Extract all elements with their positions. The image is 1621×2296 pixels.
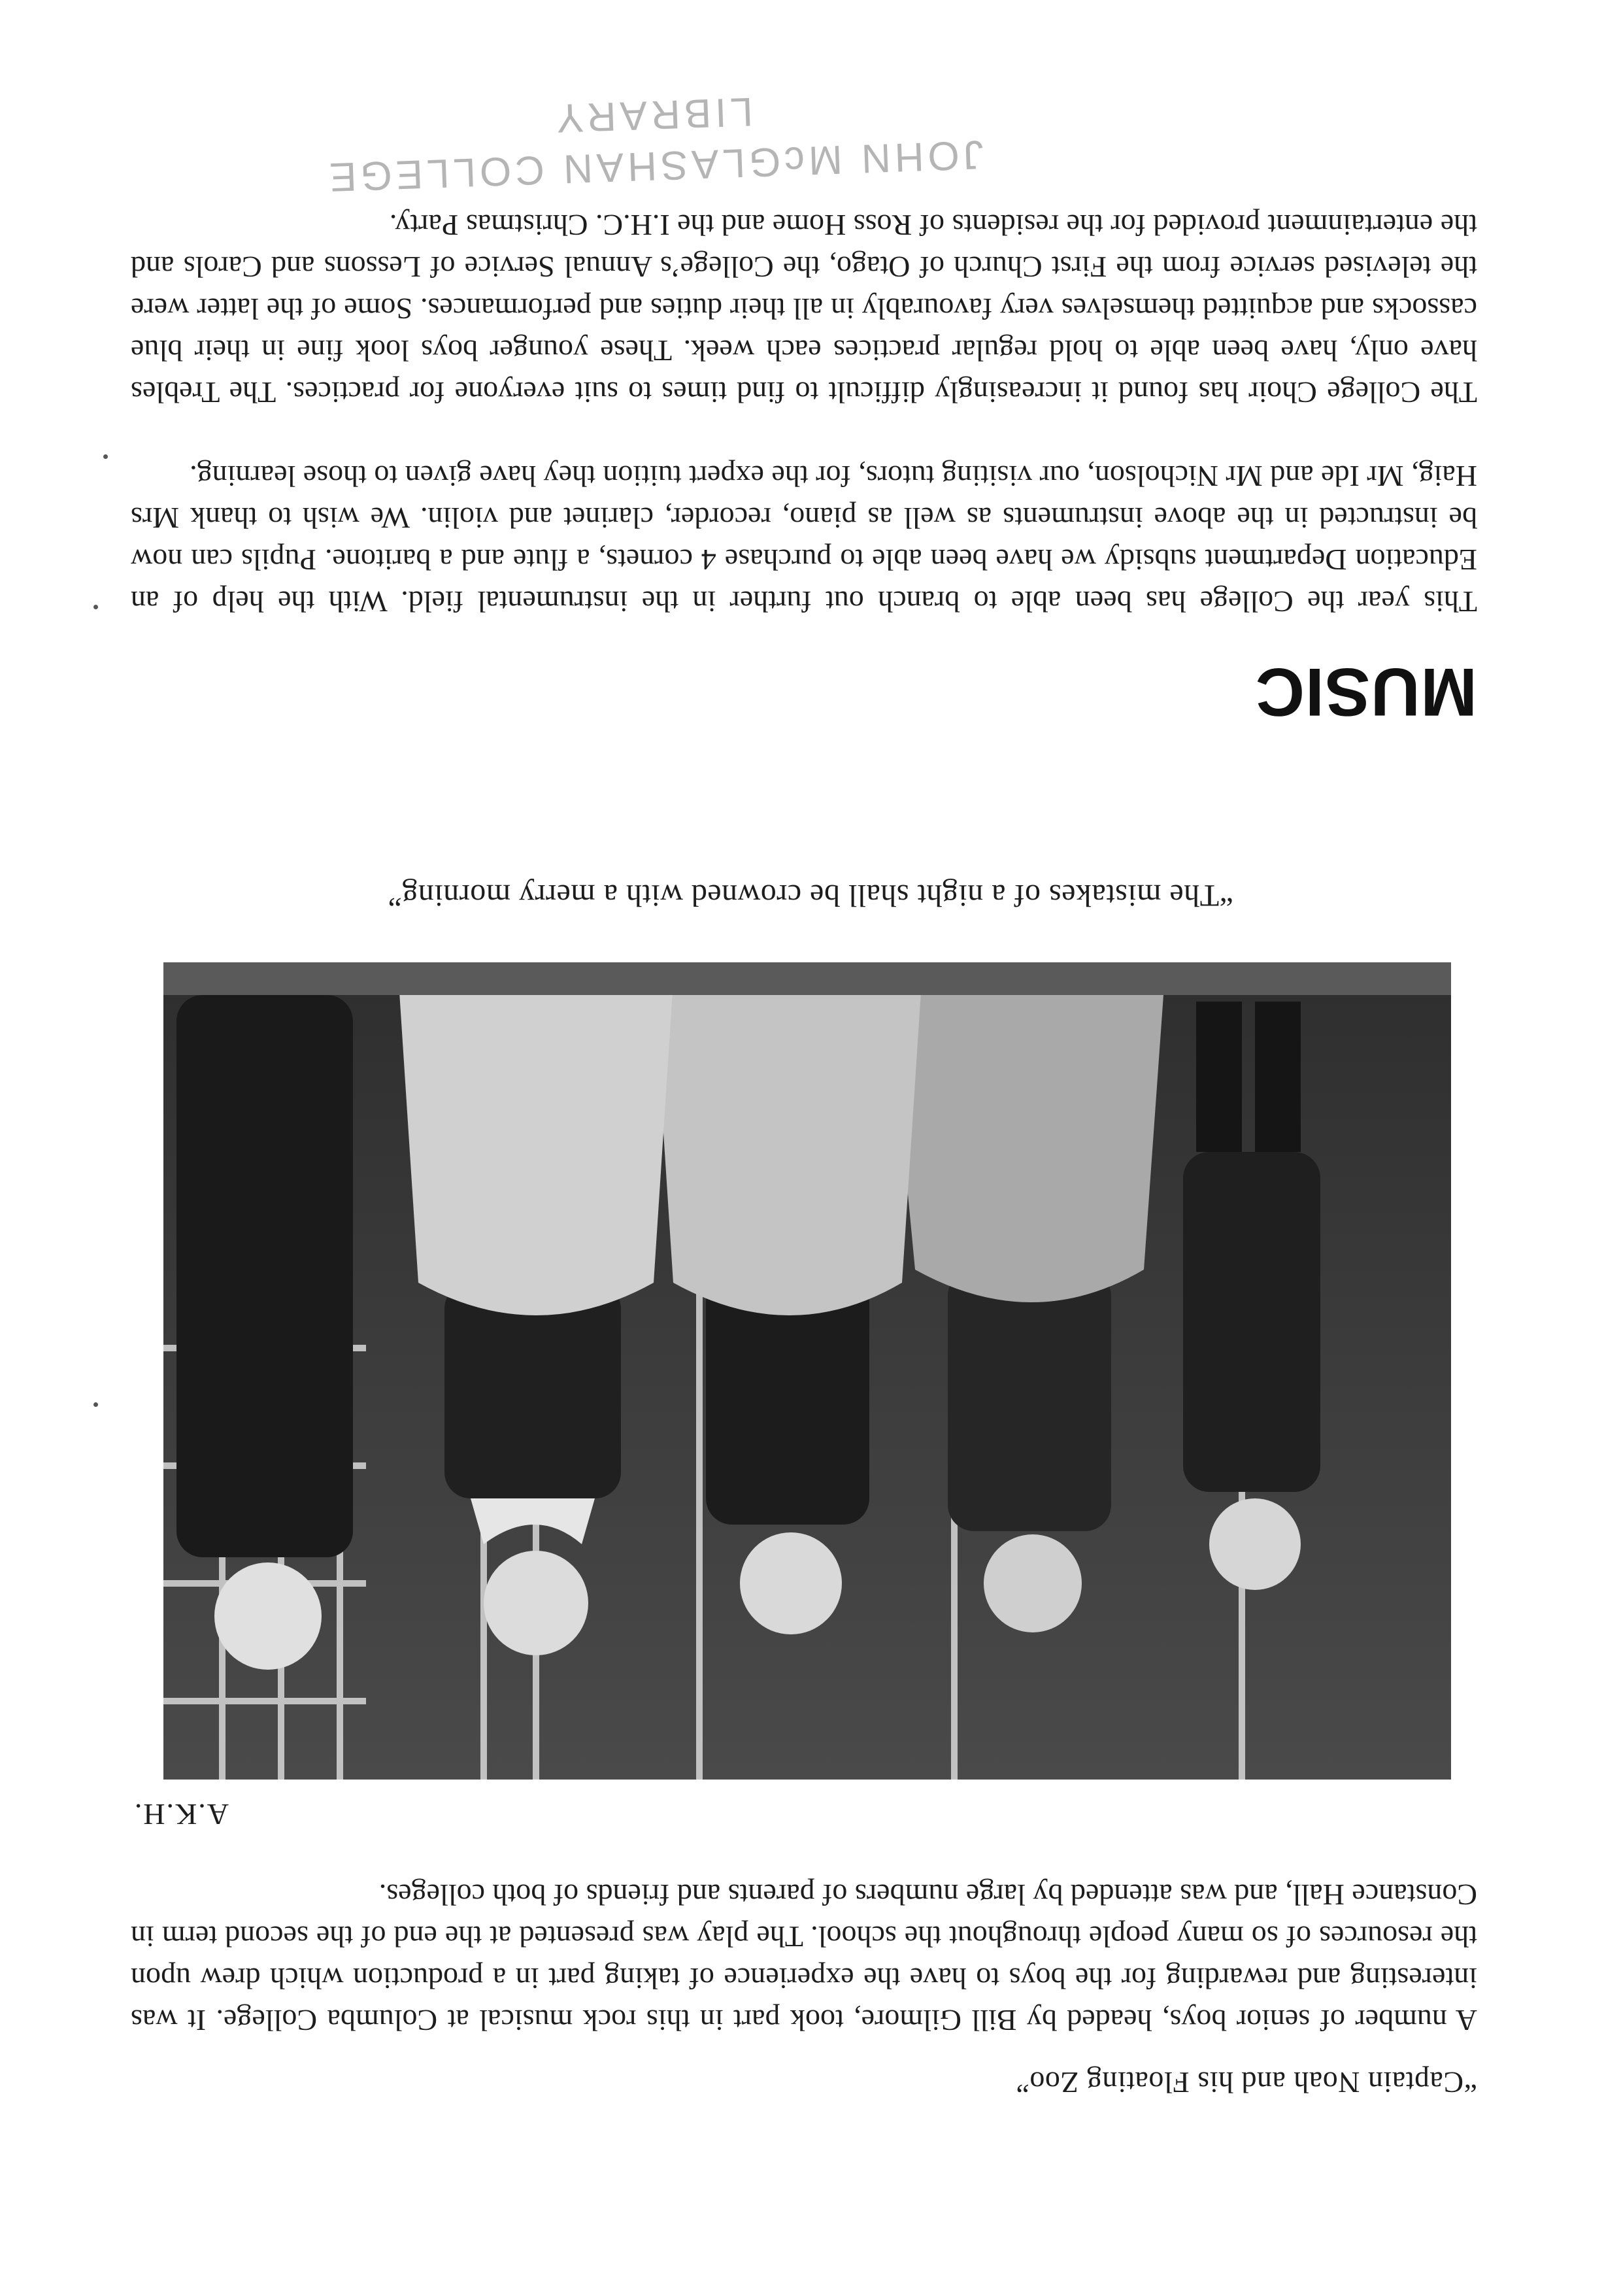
- music-paragraph-instruments: This year the College has been able to branch out further in the instrumental field. With the help of an Education Department subsidy we have been able to purchase 4 cornets, a flute and a baritone. Pupils can now be instructed in the above instruments as well as piano, recorder, clarinet and violin. We wish to thank Mrs Haig, Mr Ide and Mr Nicholson, our visiting tutors, for the expert tuition they have given to those learning.: [131, 460, 1477, 618]
- margin-dot: [103, 454, 108, 459]
- article-title-captain-noah: “Captain Noah and his Floating Zoo”: [1015, 2066, 1477, 2099]
- cast-photograph-image: [163, 962, 1451, 1780]
- music-paragraph-choir: The College Choir has found it increasingly difficult to find times to suit everyone for practices. The Trebles have only, have been able to hold regular practices each week. These younger boys look fine in their blue cassocks and acquitted themselves very favourably in all their duties and performances. Some of the latter were the televised service from the First Church of Otago, the College’s Annual Service of Lessons and Carols and the entertainment provided for the residents of Ross Home and the I.H.C. Christmas Party.: [131, 209, 1477, 409]
- photo-caption: “The mistakes of a night shall be crowned with a merry morning”: [388, 878, 1233, 913]
- library-stamp: [293, 76, 1015, 203]
- margin-dot: [93, 605, 98, 609]
- article-paragraph-play: A number of senior boys, headed by Bill Gilmore, took part in this rock musical at Columba College. It was interesting and rewarding for the boys to have the experience of taking part in a production which drew upon the resources of so many people throughout the school. The play was presented at the end of the second term in Constance Hall, and was attended by large numbers of parents and friends of both colleges.: [131, 1878, 1477, 2037]
- library-stamp-college: JOHN McGLASHAN COLLEGE: [324, 131, 984, 200]
- library-stamp-library: LIBRARY: [552, 88, 754, 141]
- article-signature: A.K.H.: [133, 1798, 229, 1831]
- section-heading-music: MUSIC: [1254, 654, 1477, 730]
- cast-photograph: [163, 962, 1451, 1780]
- margin-dot: [93, 1402, 98, 1407]
